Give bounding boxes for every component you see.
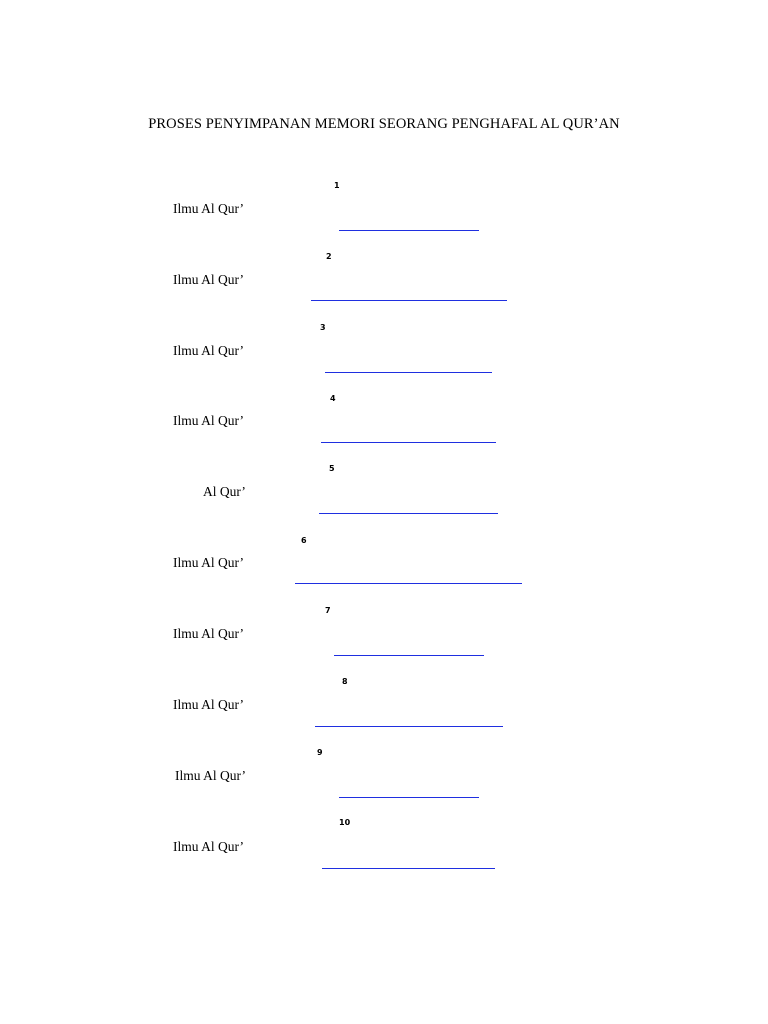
entry-label: Ilmu Al Qur’ [173, 201, 244, 216]
page-title: PROSES PENYIMPANAN MEMORI SEORANG PENGHAFAL AL QUR’AN [148, 116, 620, 132]
answer-line [339, 797, 479, 798]
answer-line [319, 513, 498, 514]
entry-number: 9 [317, 748, 323, 757]
answer-line [295, 583, 522, 584]
entry-label: Ilmu Al Qur’ [173, 697, 244, 712]
answer-line [339, 230, 479, 231]
entry-number: 5 [329, 464, 335, 473]
entry-label: Ilmu Al Qur’ [173, 626, 244, 641]
entry-number: 8 [342, 677, 348, 686]
entry-label: Ilmu Al Qur’ [175, 768, 246, 783]
answer-line [325, 372, 492, 373]
entry-label: Ilmu Al Qur’ [173, 555, 244, 570]
answer-line [321, 442, 496, 443]
entry-label: Ilmu Al Qur’ [173, 343, 244, 358]
answer-line [315, 726, 503, 727]
entry-number: 7 [325, 606, 331, 615]
entry-label: Al Qur’ [203, 484, 246, 499]
entry-number: 2 [326, 252, 332, 261]
entry-number: 1 [334, 181, 340, 190]
entry-number: 3 [320, 323, 326, 332]
entry-number: 10 [339, 818, 351, 827]
entry-label: Ilmu Al Qur’ [173, 413, 244, 428]
answer-line [311, 300, 507, 301]
entry-label: Ilmu Al Qur’ [173, 839, 244, 854]
entry-number: 4 [330, 394, 336, 403]
answer-line [322, 868, 495, 869]
answer-line [334, 655, 484, 656]
entry-number: 6 [301, 536, 307, 545]
entry-label: Ilmu Al Qur’ [173, 272, 244, 287]
